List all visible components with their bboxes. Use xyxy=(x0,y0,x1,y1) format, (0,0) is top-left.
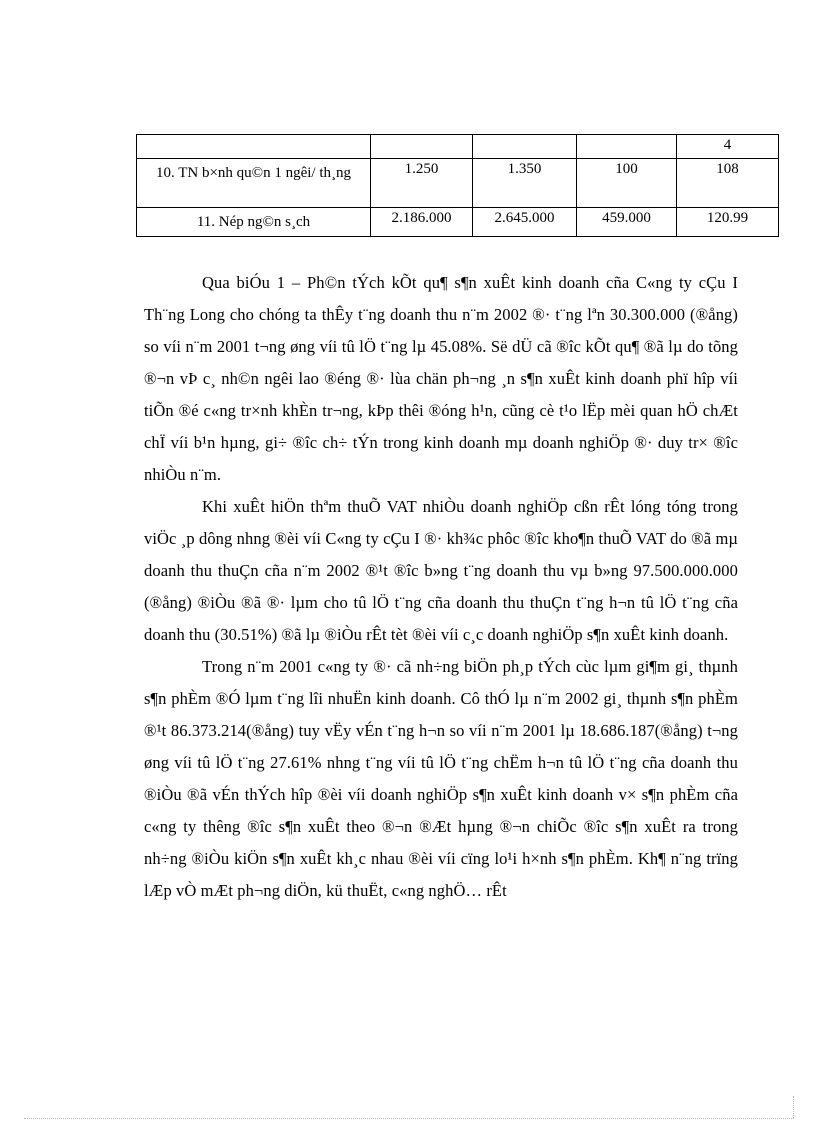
value-percent: 120.99 xyxy=(677,208,779,237)
row-label: 11. Nép ng©n s¸ch xyxy=(137,208,371,237)
value-2001 xyxy=(371,135,473,159)
row-label xyxy=(137,135,371,159)
paragraph-cost: Trong n¨m 2001 c«ng ty ®· cã nh÷ng biÖn ph¸p tÝch cùc lµm gi¶m gi¸ thµnh s¶n phÈm ®Ó lµm t¨ng lîi nhuËn kinh doanh. Cô thÓ lµ n¨m 2002 gi¸ thµnh s¶n phÈm ®¹t 86.373.214(®ång) tuy vËy vÉn t¨ng h¬n so víi n¨m 2001 lµ 18.686.187(®ång) t¬ng øng víi tû lÖ t¨ng 27.61% nhng t¨ng víi tû lÖ t¨ng chËm h¬n tû lÖ t¨ng cña doanh thu ®iÒu ®ã vÉn thÝch hîp ®èi víi doanh nghiÖp s¶n xuÊt kinh doanh v× s¶n phÈm cña c«ng ty thêng ®îc s¶n xuÊt theo ®¬n ®Æt hµng ®¬n chiÕc ®îc s¶n xuÊt ra trong nh÷ng ®iÒu kiÖn s¶n xuÊt kh¸c nhau ®èi víi cïng lo¹i h×nh s¶n phÈm. Kh¶ n¨ng trïng lÆp vÒ mÆt ph¬ng diÖn, kü thuËt, c«ng nghÖ… rÊt xyxy=(144,657,738,900)
value-percent: 108 xyxy=(677,159,779,208)
results-table xyxy=(136,134,779,237)
page-border-bottom xyxy=(24,1118,794,1119)
value-2002: 2.645.000 xyxy=(473,208,577,237)
row-label: 10. TN b×nh qu©n 1 ngêi/ th¸ng xyxy=(137,159,371,208)
value-2002 xyxy=(473,135,577,159)
body-text xyxy=(144,267,738,907)
value-2002: 1.350 xyxy=(473,159,577,208)
table-row xyxy=(137,135,779,159)
value-2001: 2.186.000 xyxy=(371,208,473,237)
table-row xyxy=(137,208,779,237)
page-border-corner xyxy=(793,1096,794,1118)
value-difference: 459.000 xyxy=(577,208,677,237)
value-difference: 100 xyxy=(577,159,677,208)
value-2001: 1.250 xyxy=(371,159,473,208)
paragraph-vat: Khi xuÊt hiÖn thªm thuÕ VAT nhiÒu doanh nghiÖp cßn rÊt lóng tóng trong viÖc ¸p dông nhng ®èi víi C«ng ty cÇu I ®· kh¾c phôc ®îc kho¶n thuÕ VAT do ®ã mµ doanh thu thuÇn cña n¨m 2002 ®¹t ®îc b»ng t¨ng doanh thu vµ b»ng 97.500.000.000 (®ång) ®iÒu ®ã ®· lµm cho tû lÖ t¨ng cña doanh thu thuÇn t¨ng h¬n tû lÖ t¨ng cña doanh thu (30.51%) ®ã lµ ®iÒu rÊt tèt ®èi víi c¸c doanh nghiÖp s¶n xuÊt kinh doanh. xyxy=(144,497,738,644)
value-percent: 4 xyxy=(677,135,779,159)
table-row xyxy=(137,159,779,208)
value-difference xyxy=(577,135,677,159)
paragraph-analysis: Qua biÓu 1 – Ph©n tÝch kÕt qu¶ s¶n xuÊt kinh doanh cña C«ng ty cÇu I Th¨ng Long cho chóng ta thÊy t¨ng doanh thu n¨m 2002 ®· t¨ng lªn 30.300.000 (®ång) so víi n¨m 2001 t¬ng øng víi tû lÖ t¨ng lµ 45.08%. Së dÜ cã ®îc kÕt qu¶ ®ã lµ do tõng ®¬n vÞ c¸ nh©n ngêi lao ®éng ®· lùa chän ph¬ng ¸n s¶n xuÊt kinh doanh phï hîp víi tiÕn ®é c«ng tr×nh khÈn tr¬ng, kÞp thêi ®óng h¹n, cũng cè t¹o lËp mèi quan hÖ chÆt chÏ víi b¹n hµng, gi÷ ®îc ch÷ tÝn trong kinh doanh mµ doanh nghiÖp ®· duy tr× ®îc nhiÒu n¨m. xyxy=(144,273,738,484)
